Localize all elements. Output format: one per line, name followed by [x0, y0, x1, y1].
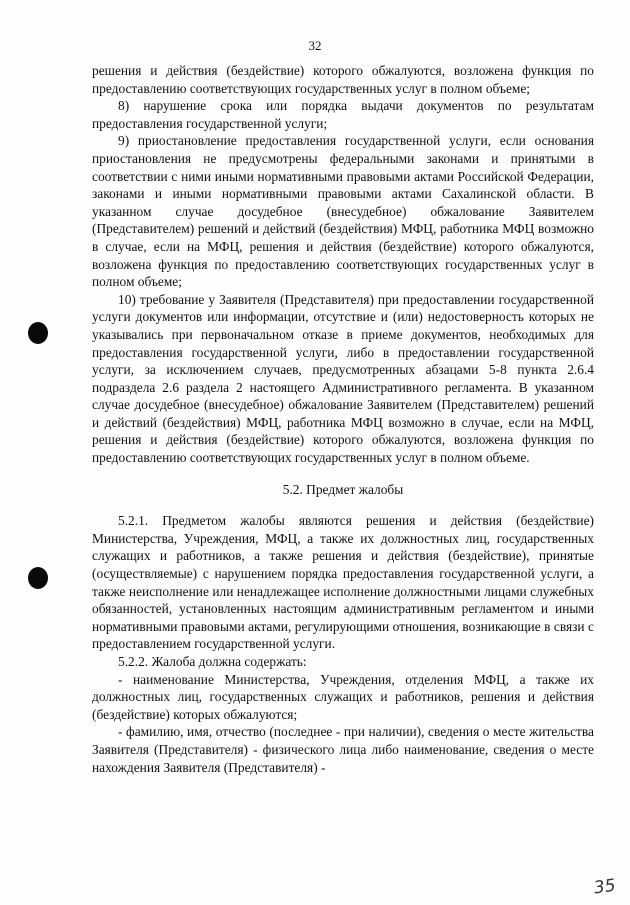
paragraph-item-8: 8) нарушение срока или порядка выдачи документов по результатам предоставления государственной услуги;	[92, 98, 594, 131]
punch-hole	[28, 322, 48, 344]
paragraph-5-2-2: 5.2.2. Жалоба должна содержать:	[118, 654, 307, 669]
list-item-name: - наименование Министерства, Учреждения, отделения МФЦ, а также их должностных лиц, государственных служащих и работников, решения и действия (бездействие) которых обжалуются;	[92, 671, 594, 722]
paragraph-item-9: 9) приостановление предоставления государственной услуги, если основания приостановления не предусмотрены федеральными законами и принятыми в соответствии с ними иными нормативными правовыми актами Российской Федерации, законами и иными нормативными правовыми актами Сахалинской области. В указанном случае досудебное (внесудебное) обжалование Заявителем (Представителем) решений и действий (бездействия) МФЦ, работника МФЦ возможно в случае, если на МФЦ, решения и действия (бездействие) которого обжалуются, возложена функция по предоставлению соответствующих государственных услуг в полном объеме;	[92, 133, 594, 290]
page-number: 32	[308, 38, 322, 53]
paragraph-item-10: 10) требование у Заявителя (Представителя) при предоставлении государственной услуги документов или информации, отсутствие и (или) недостоверность которых не указывались при первоначальном отказе в приеме документов, необходимых для предоставления государственной услуги, либо в предоставлении государственной услуги, за исключением случаев, предусмотренных абзацами 5-8 пункта 2.6.4 подраздела 2.6 раздела 2 настоящего Административного регламента. В указанном случае досудебное (внесудебное) обжалование Заявителем (Представителем) решений и действий (бездействия) МФЦ, работника МФЦ возможно в случае, если на МФЦ, решения и действия (бездействие) которого обжалуются, возложена функция по предоставлению соответствующих государственных услуг в полном объеме.	[92, 291, 594, 466]
document-body	[92, 62, 594, 776]
paragraph-5-2-1: 5.2.1. Предметом жалобы являются решения и действия (бездействие) Министерства, Учреждения, МФЦ, а также их должностных лиц, государственных служащих и работников, а также решения и действия (бездействие), принятые (осуществляемые) с нарушением порядка предоставления государственной услуги, а также неисполнение или ненадлежащее исполнение должностными лицами служебных обязанностей, установленных настоящим административным регламентом и иными нормативными правовыми актами, регулирующими отношения, возникающие в связи с предоставлением государственной услуги.	[92, 513, 594, 652]
punch-hole	[28, 567, 48, 589]
handwritten-page-mark: 35	[593, 875, 618, 899]
section-heading: 5.2. Предмет жалобы	[282, 481, 404, 497]
paragraph-continuation: решения и действия (бездействие) которого обжалуются, возложена функция по предоставлению соответствующих государственных услуг в полном объеме;	[92, 63, 594, 96]
list-item-fio: - фамилию, имя, отчество (последнее - при наличии), сведения о месте жительства Заявителя (Представителя) - физического лица либо наименование, сведения о месте нахождения Заявителя (Представителя) -	[92, 724, 594, 775]
